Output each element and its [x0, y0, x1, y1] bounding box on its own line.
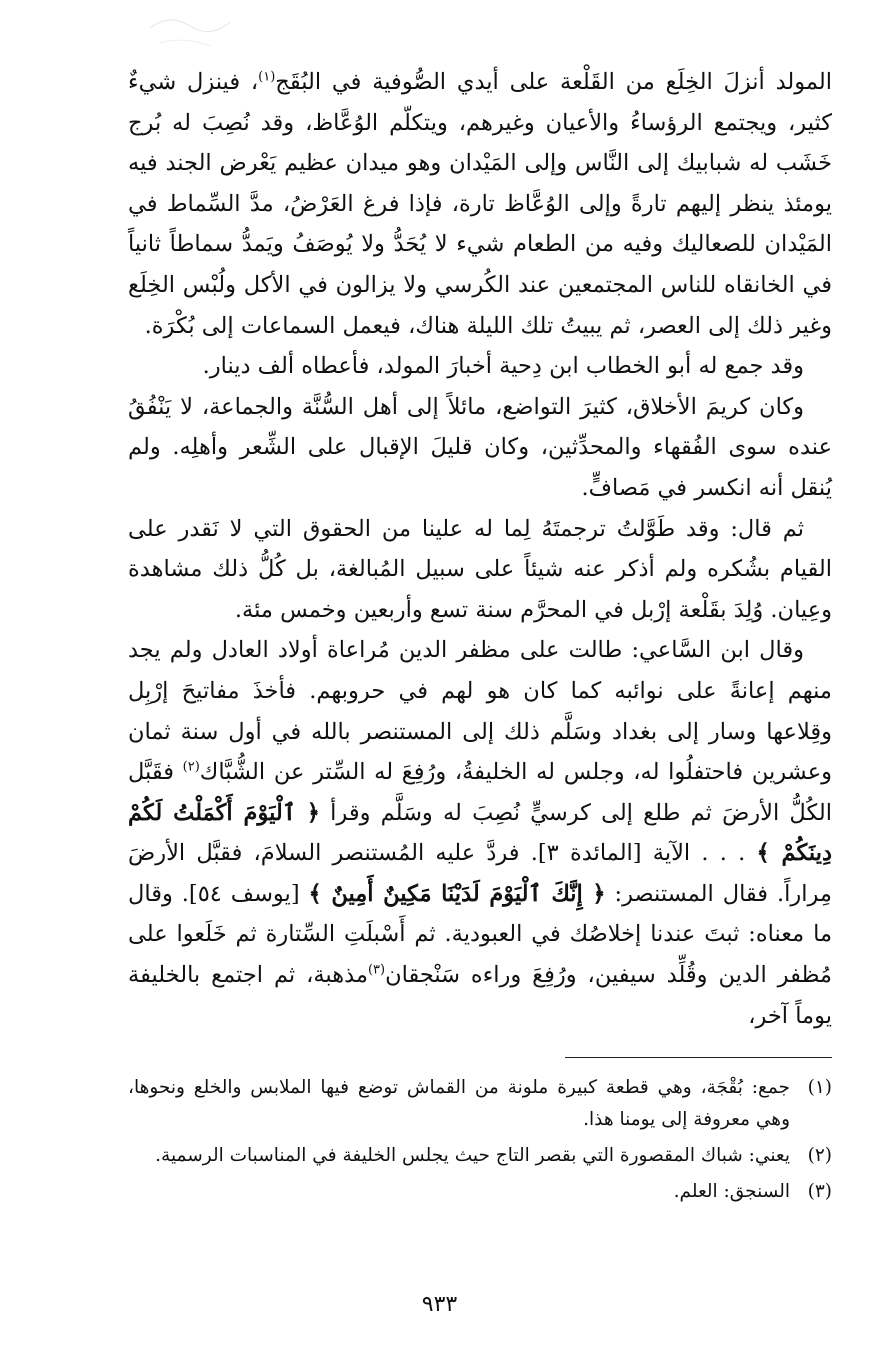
paragraph-5-part-2: فقَبَّل الكُلُّ الأرضَ ثم طلع إلى كرسيٍّ نُصِبَ له وسَلَّم وقرأ [128, 759, 832, 826]
paragraph-5-part-4: [يوسف ٥٤]. وقال ما معناه: ثبتَ عندنا إخلاصُك في العبودية. ثم أَسْبلَتِ السِّتارة ثم خَلَعوا على مُظفر الدين وقُلِّد سيفين، ورُفِعَ وراءه سَنْجقان [128, 880, 832, 989]
page-number: ٩٣٣ [421, 1292, 458, 1317]
footnote-ref-1: (١) [258, 69, 276, 85]
main-text [128, 62, 832, 1036]
footnote-number: (٣) [807, 1181, 832, 1202]
footnotes [128, 1072, 832, 1212]
footnote-2 [128, 1140, 832, 1172]
footnote-text: السنجق: العلم. [673, 1181, 790, 1202]
footnote-1 [128, 1072, 832, 1136]
paragraph-4: ثم قال: وقد طَوَّلتُ ترجمتَهُ لِما له علينا من الحقوق التي لا نَقدر على القيام بشُكره ولم أذكر عنه شيئاً على سبيل المُبالغة، بل كُلُّ ذلك مشاهدة وعِيان. وُلِدَ بقَلْعة إرْبل في المحرَّم سنة تسع وأربعين وخمس مئة. [128, 515, 832, 623]
paragraph-3: وكان كريمَ الأخلاق، كثيرَ التواضع، مائلاً إلى أهل السُّنَّة والجماعة، لا يَنْفُقُ عنده سوى الفُقهاء والمحدِّثين، وكان قليلَ الإقبال على الشِّعر وأهلِه. ولم يُنقل أنه انكسر في مَصافٍّ. [128, 393, 832, 501]
paragraph-5-part-3: . . . الآية [المائدة ٣]. فردَّ عليه المُستنصر السلامَ، فقبَّل الأرضَ مِراراً. فقال المستنصر: [128, 840, 832, 907]
footnote-text: جمع: بُقْجَة، وهي قطعة كبيرة ملونة من القماش توضع فيها الملابس والخلع ونحوها، وهي معروفة إلى يومنا هذا. [128, 1077, 790, 1130]
paragraph-2: وقد جمع له أبو الخطاب ابن دِحية أخبارَ المولد، فأعطاه ألف دينار. [202, 353, 804, 380]
footnote-number: (٢) [807, 1145, 832, 1166]
paragraph-5 [128, 630, 832, 1036]
footnote-text: يعني: شباك المقصورة التي بقصر التاج حيث يجلس الخليفة في المناسبات الرسمية. [155, 1145, 790, 1166]
paragraph-1-part-2: ، فينزل شيءٌ كثير، ويجتمع الرؤساءُ والأعيان وغيرهم، ويتكلّم الوُعَّاظ، وقد نُصِبَ له بُرج خَشَب له شبابيك إلى النَّاس وإلى المَيْدان وهو ميدان عظيم يَعْرض الجند فيه يومئذ ينظر إليهم تارةً وإلى الوُعَّاظ تارة، فإذا فرغ العَرْضُ، مدَّ السِّماط في المَيْدان للصعاليك وفيه من الطعام شيء لا يُحَدُّ ولا يُوصَفُ ويَمدُّ سماطاً ثانياً في الخانقاه للناس المجتمعين عند الكُرسي ولا يزالون في الأكل ولُبْس الخِلَع وغير ذلك إلى العصر، ثم يبيتُ تلك الليلة هناك، فيعمل السماعات إلى بُكْرَة. [128, 69, 832, 339]
footnote-number: (١) [807, 1077, 832, 1098]
footnote-3 [128, 1176, 832, 1208]
scan-smudge-icon [140, 8, 240, 58]
paragraph-1 [128, 62, 832, 346]
footnote-ref-3: (٣) [367, 962, 386, 978]
paragraph-1-part-1: المولد أنزلَ الخِلَع من القَلْعة على أيدي الصُّوفية في البُقَج [275, 69, 832, 95]
quran-verse-1: ﴿ ٱلْيَوْمَ أَكْمَلْتُ لَكُمْ دِينَكُمْ ﴾ [128, 799, 832, 867]
footnote-divider [565, 1057, 832, 1058]
paragraph-5-part-1: وقال ابن السَّاعي: طالت على مظفر الدين مُراعاة أولاد العادل ولم يجد منهم إعانةً على نوائبه كما كان هو لهم في حروبهم. فأخذَ مفاتيحَ إرْبِل وقِلاعها وسار إلى بغداد وسَلَّم ذلك إلى المستنصر بالله في أول سنة ثمان وعشرين فاحتفلُوا له، وجلس له الخليفةُ، ورُفِعَ له السِّتر عن الشُّبَّاك [128, 637, 832, 786]
quran-verse-2: ﴿ إِنَّكَ ٱلْيَوْمَ لَدَيْنَا مَكِينٌ أَمِينٌ ﴾ [308, 880, 606, 907]
paragraph-5-part-5: مذهبة، ثم اجتمع بالخليفة يوماً آخر، [128, 962, 832, 1029]
footnote-ref-2: (٢) [182, 759, 200, 775]
